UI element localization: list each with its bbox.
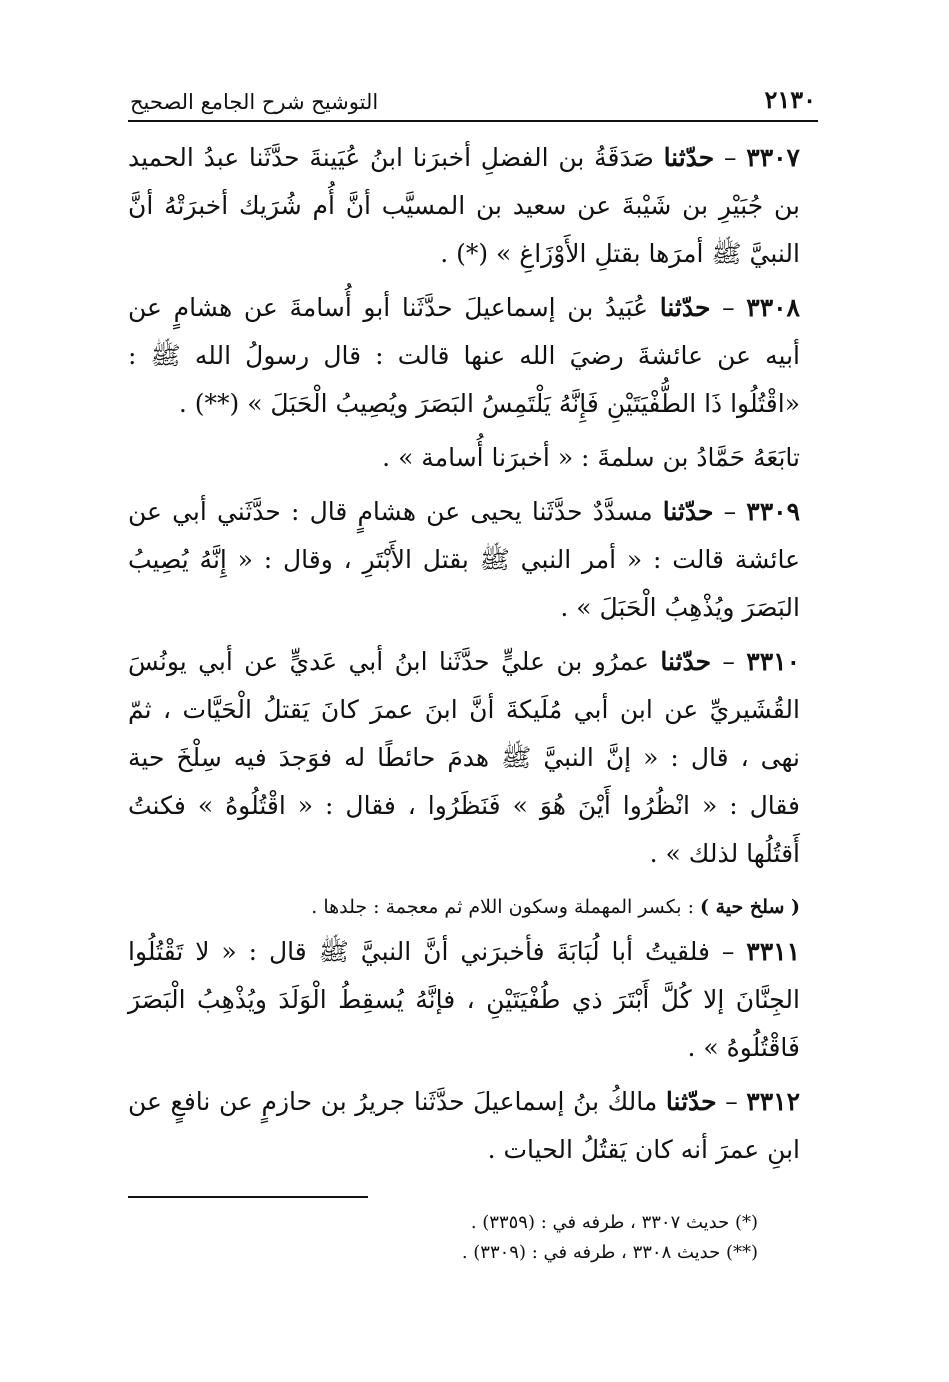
gloss-note bbox=[128, 890, 818, 924]
hadith-paragraph: ٣٣١٢ – حدّثنا مالكُ بنُ إسماعيلَ حدَّثَنا جريرُ بن حازمٍ عن نافعٍ عن ابنِ عمرَ أنه كان يَقتُلُ الحيات . bbox=[128, 1087, 800, 1164]
page bbox=[128, 70, 818, 1268]
gloss-text: : بكسر المهملة وسكون اللام ثم معجمة : جلدها . bbox=[311, 896, 694, 918]
hadith-lead: حدّثنا bbox=[662, 497, 714, 526]
gloss-term: ( سلخ حية ) bbox=[700, 896, 800, 918]
hadith-text: عُبَيدُ بن إسماعيلَ حدَّثَنا أبو أُسامةَ عن هشامٍ عن أبيه عن عائشةَ رضيَ الله عنها قالت : قال رسولُ الله ﷺ : «اقْتُلُوا ذَا الطُّفْيَتَيْنِ فَإِنَّهُ يَلْتَمِسُ البَصَرَ ويُصِيبُ الْحَبَلَ » (**) . bbox=[128, 293, 800, 418]
footnotes bbox=[128, 1208, 818, 1268]
footnote: (*) حديث ٣٣٠٧ ، طرفه في : (٣٣٥٩) . bbox=[470, 1212, 758, 1233]
hadith-number: ٣٣٠٨ bbox=[746, 293, 800, 322]
page-body bbox=[128, 134, 818, 1174]
hadith-lead: حدّثنا bbox=[663, 143, 715, 172]
hadith-lead: حدّثنا bbox=[665, 1087, 717, 1116]
page-header bbox=[128, 70, 818, 122]
hadith-number: ٣٣٠٩ bbox=[746, 497, 800, 526]
hadith-lead: حدّثنا bbox=[659, 293, 711, 322]
mutaba-text: تابَعَهُ حَمَّادُ بن سلمةَ : « أخبرَنا أُسامة » . bbox=[382, 443, 800, 472]
hadith-number: ٣٣١٠ bbox=[746, 647, 800, 676]
hadith-number: ٣٣٠٧ bbox=[746, 143, 800, 172]
hadith-text: مسدَّدٌ حدَّثَنا يحيى عن هشامٍ قال : حدَّثَني أبي عن عائشة قالت : « أمر النبي ﷺ بقتل الأَبْتَرِ ، وقال : « إِنَّهُ يُصِيبُ البَصَرَ ويُذْهِبُ الْحَبَلَ » . bbox=[128, 497, 800, 622]
hadith-paragraph: ٣٣١٠ – حدّثنا عمرُو بن عليٍّ حدَّثَنا ابنُ أبي عَديٍّ عن أبي يونُسَ القُشَيريِّ عن ابن أبي مُلَيكةَ أنَّ ابنَ عمرَ كانَ يَقتلُ الْحَيَّات ، ثمّ نهى ، قال : « إنَّ النبيَّ ﷺ هدمَ حائطًا له فوَجدَ فيه سِلْخَ حية فقال : « انْظُرُوا أَيْنَ هُوَ » فَنَظَرُوا ، فقال : « اقْتُلُوهُ » فكنتُ أَقتُلُها لذلك » . bbox=[128, 647, 800, 868]
hadith-lead: حدّثنا bbox=[660, 647, 712, 676]
hadith-text: عمرُو بن عليٍّ حدَّثَنا ابنُ أبي عَديٍّ عن أبي يونُسَ القُشَيريِّ عن ابن أبي مُلَيكةَ أنَّ ابنَ عمرَ كانَ يَقتلُ الْحَيَّات ، ثمّ نهى ، قال : « إنَّ النبيَّ ﷺ هدمَ حائطًا له فوَجدَ فيه سِلْخَ حية فقال : « انْظُرُوا أَيْنَ هُوَ » فَنَظَرُوا ، فقال : « اقْتُلُوهُ » فكنتُ أَقتُلُها لذلك » . bbox=[128, 647, 800, 868]
hadith-paragraph: ٣٣٠٨ – حدّثنا عُبَيدُ بن إسماعيلَ حدَّثَنا أبو أُسامةَ عن هشامٍ عن أبيه عن عائشةَ رضيَ الله عنها قالت : قال رسولُ الله ﷺ : «اقْتُلُوا ذَا الطُّفْيَتَيْنِ فَإِنَّهُ يَلْتَمِسُ البَصَرَ ويُصِيبُ الْحَبَلَ » (**) . bbox=[128, 293, 800, 418]
footnote: (**) حديث ٣٣٠٨ ، طرفه في : (٣٣٠٩) . bbox=[461, 1242, 758, 1263]
footnote-divider bbox=[128, 1196, 368, 1198]
hadith-number: ٣٣١١ bbox=[746, 937, 800, 966]
page-number: ٢١٣٠ bbox=[764, 85, 816, 114]
running-title: التوشيح شرح الجامع الصحيح bbox=[130, 90, 379, 114]
hadith-paragraph: ٣٣٠٩ – حدّثنا مسدَّدٌ حدَّثَنا يحيى عن هشامٍ قال : حدَّثَني أبي عن عائشة قالت : « أمر النبي ﷺ بقتل الأَبْتَرِ ، وقال : « إِنَّهُ يُصِيبُ البَصَرَ ويُذْهِبُ الْحَبَلَ » . bbox=[128, 497, 800, 622]
mutaba-paragraph bbox=[128, 434, 818, 482]
hadith-number: ٣٣١٢ bbox=[746, 1087, 800, 1116]
hadith-paragraph: ٣٣٠٧ – حدّثنا صَدَقَةُ بن الفضلِ أخبرَنا ابنُ عُيَينةَ حدَّثَنا عبدُ الحميد بن جُبَيْرِ بن شَيْبةَ عن سعيد بن المسيَّب أنَّ أُم شُرَيك أخبرَتْهُ أنَّ النبيَّ ﷺ أمرَها بقتلِ الأَوْزَاغِ » (*) . bbox=[128, 143, 800, 268]
hadith-paragraph bbox=[128, 928, 818, 1072]
hadith-text: مالكُ بنُ إسماعيلَ حدَّثَنا جريرُ بن حازمٍ عن نافعٍ عن ابنِ عمرَ أنه كان يَقتُلُ الحيات . bbox=[128, 1087, 800, 1164]
hadith-text: صَدَقَةُ بن الفضلِ أخبرَنا ابنُ عُيَينةَ حدَّثَنا عبدُ الحميد بن جُبَيْرِ بن شَيْبةَ عن سعيد بن المسيَّب أنَّ أُم شُرَيك أخبرَتْهُ أنَّ النبيَّ ﷺ أمرَها بقتلِ الأَوْزَاغِ » (*) . bbox=[128, 143, 800, 268]
hadith-text: – فلقيتُ أبا لُبَابَةَ فأخبرَني أنَّ النبيَّ ﷺ قال : « لا تَقْتُلُوا الجِنَّانَ إلا كُلَّ أَبْتَرَ ذي طُفْيَتَيْنِ ، فإنَّهُ يُسقِطُ الْوَلَدَ ويُذْهِبُ الْبَصَرَ فَاقْتُلُوهُ » . bbox=[128, 937, 800, 1062]
